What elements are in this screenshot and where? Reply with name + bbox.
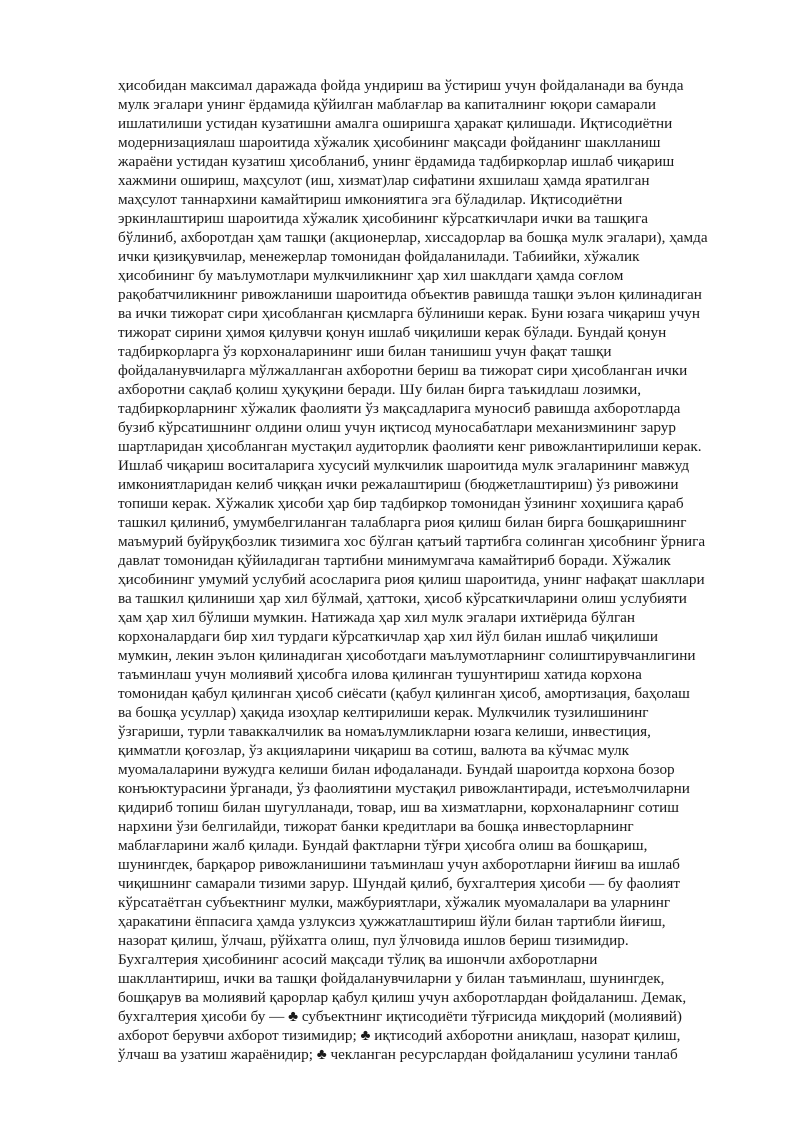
text-line: конъюктурасини ўрганади, ўз фаолиятини мустақил ривожлантиради, истеъмолчиларни xyxy=(118,780,690,797)
text-line: модернизациялаш шароитида хўжалик ҳисобининг мақсади фойданинг шаклланиш xyxy=(118,134,661,151)
text-line: жараёни устидан кузатиш ҳисобланиб, унинг ёрдамида тадбиркорлар ишлаб чиқариш xyxy=(118,153,675,170)
text-line: чиқишнинг самарали тизими зарур. Шундай қилиб, бухгалтерия ҳисоби — бу фаолият xyxy=(118,875,681,892)
text-line: эркинлаштириш шароитида хўжалик ҳисобининг кўрсаткичлари ички ва ташқига xyxy=(118,210,649,227)
text-line: тадбиркорларнинг хўжалик фаолияти ўз мақсадларига муносиб равишда ахборотларда xyxy=(118,400,681,417)
text-line: бухгалтерия ҳисоби бу — ♣ субъектнинг иқтисодиёти тўғрисида миқдорий (молиявий) xyxy=(118,1008,682,1025)
text-line: Бухгалтерия ҳисобининг асосий мақсади тўлиқ ва ишончли ахборотларни xyxy=(118,951,598,968)
text-line: ахборот берувчи ахборот тизимидир; ♣ иқтисодий ахборотни аниқлаш, назорат қилиш, xyxy=(118,1027,681,1044)
text-line: мумкин, лекин эълон қилинадиган ҳисоботдаги маълумотларнинг солиштирувчанлигини xyxy=(118,647,696,664)
text-line: ҳам ҳар хил бўлиши мумкин. Натижада ҳар хил мулк эгалари ихтиёрида бўлган xyxy=(118,609,636,626)
text-line: таъминлаш учун молиявий ҳисобга илова қилинган тушунтириш хатида корхона xyxy=(118,666,642,683)
text-line: маблағларини жалб қилади. Бундай фактларни тўғри ҳисобга олиш ва бошқариш, xyxy=(118,837,648,854)
text-line: ва бошқа усуллар) ҳақида изоҳлар келтирилиши керак. Мулкчилик тузилишининг xyxy=(118,704,649,721)
text-line: кўрсатаётган субъектнинг мулки, мажбуриятлари, хўжалик муомалалари ва уларнинг xyxy=(118,894,671,911)
text-line: фойдаланувчиларга мўлжалланган ахборотни бериш ва тижорат сири ҳисобланган ички xyxy=(118,362,688,379)
text-line: бошқарув ва молиявий қарорлар қабул қилиш учун ахборотлардан фойдаланиш. Демак, xyxy=(118,989,687,1006)
text-line: давлат томонидан қўйиладиган тартибни минимумгача камайтириб боради. Хўжалик xyxy=(118,552,671,569)
body-text xyxy=(118,76,718,1064)
text-line: мулк эгалари унинг ёрдамида қўйилган маблағлар ва капиталнинг юқори самарали xyxy=(118,96,656,113)
text-line: ташкил қилиниб, умумбелгиланган талабларга риоя қилиш билан бирга бошқаришнинг xyxy=(118,514,687,531)
text-line: тадбиркорларга ўз корхоналарининг иши билан танишиш учун фақат ташқи xyxy=(118,343,612,360)
text-line: тижорат сирини ҳимоя қилувчи қонун ишлаб чиқилиши керак бўлади. Бундай қонун xyxy=(118,324,667,341)
text-line: ҳисобидан максимал даражада фойда ундириш ва ўстириш учун фойдаланади ва бунда xyxy=(118,77,684,94)
text-line: маъмурий буйруқбозлик тизимига хос бўлган қатъий тартибга солинган ҳисобнинг ўрнига xyxy=(118,533,706,550)
text-line: назорат қилиш, ўлчаш, рўйхатга олиш, пул ўлчовида ишлов бериш тизимидир. xyxy=(118,932,629,949)
text-line: имкониятларидан келиб чиққан ички режалаштириш (бюджетлаштириш) ўз ривожини xyxy=(118,476,679,493)
text-line: топиши керак. Хўжалик ҳисоби ҳар бир тадбиркор томонидан ўзининг хоҳишига қараб xyxy=(118,495,684,512)
text-line: томонидан қабул қилинган ҳисоб сиёсати (қабул қилинган ҳисоб, амортизация, баҳолаш xyxy=(118,685,690,702)
text-line: қимматли қоғозлар, ўз акцияларини чиқариш ва сотиш, валюта ва кўчмас мулк xyxy=(118,742,630,759)
text-line: ва ташкил қилиниши ҳар хил бўлмай, ҳаттоки, ҳисоб кўрсаткичларини олиш услубияти xyxy=(118,590,687,607)
text-line: шакллантириш, ички ва ташқи фойдаланувчиларни у билан таъминлаш, шунингдек, xyxy=(118,970,665,987)
text-line: ўлчаш ва узатиш жараёнидир; ♣ чекланган ресурслардан фойдаланиш усулини танлаб xyxy=(118,1046,678,1063)
text-line: ахборотни сақлаб қолиш ҳуқуқини беради. Шу билан бирга таъкидлаш лозимки, xyxy=(118,381,642,398)
text-line: корхоналардаги бир хил турдаги кўрсаткичлар ҳар хил йўл билан ишлаб чиқилиши xyxy=(118,628,658,645)
text-line: муомалаларини вужудга келиши билан ифодаланади. Бундай шароитда корхона бозор xyxy=(118,761,675,778)
text-line: ишлатилиши устидан кузатишни амалга оширишга ҳаракат қилишади. Иқтисодиётни xyxy=(118,115,673,132)
text-line: Ишлаб чиқариш воситаларига хусусий мулкчилик шароитида мулк эгаларининг мавжуд xyxy=(118,457,690,474)
text-line: бузиб кўрсатишнинг олдини олиш учун иқтисод муносабатлари механизмининг зарур xyxy=(118,419,676,436)
text-line: хажмини ошириш, маҳсулот (иш, хизмат)лар сифатини яхшилаш ҳамда яратилган xyxy=(118,172,650,189)
text-line: ҳаракатини ёппасига ҳамда узлуксиз ҳужжатлаштириш йўли билан тартибли йиғиш, xyxy=(118,913,666,930)
text-line: шартларидан ҳисобланган мустақил аудиторлик фаолияти кенг ривожлантирилиши керак. xyxy=(118,438,702,455)
text-line: нархини ўзи белгилайди, тижорат банки кредитлари ва бошқа инвесторларнинг xyxy=(118,818,634,835)
text-line: қидириб топиш билан шугулланади, товар, иш ва хизматларни, корхоналарнинг сотиш xyxy=(118,799,679,816)
text-line: ички қизиқувчилар, менежерлар томонидан фойдаланилади. Табиийки, хўжалик xyxy=(118,248,640,265)
document-page xyxy=(118,76,718,1064)
text-line: ўзгариши, турли таваккалчилик ва номаълумликларни юзага келиши, инвестиция, xyxy=(118,723,651,740)
text-line: бўлиниб, ахборотдан ҳам ташқи (акционерлар, хиссадорлар ва бошқа мулк эгалари), ҳамда xyxy=(118,229,708,246)
text-line: ва ички тижорат сири ҳисобланган қисмларга бўлиниши керак. Буни юзага чиқариш учун xyxy=(118,305,700,322)
text-line: шунингдек, барқарор ривожланишини таъминлаш учун ахборотларни йиғиш ва ишлаб xyxy=(118,856,680,873)
text-line: ҳисобининг бу маълумотлари мулкчиликнинг ҳар хил шаклдаги ҳамда соғлом xyxy=(118,267,624,284)
text-line: маҳсулот таннархини камайтириш имкониятига эга бўладилар. Иқтисодиётни xyxy=(118,191,623,208)
text-line: ҳисобининг умумий услубий асосларига риоя қилиш шароитида, унинг нафақат шакллари xyxy=(118,571,705,588)
text-line: рақобатчиликнинг ривожланиши шароитида объектив равишда ташқи эълон қилинадиган xyxy=(118,286,702,303)
